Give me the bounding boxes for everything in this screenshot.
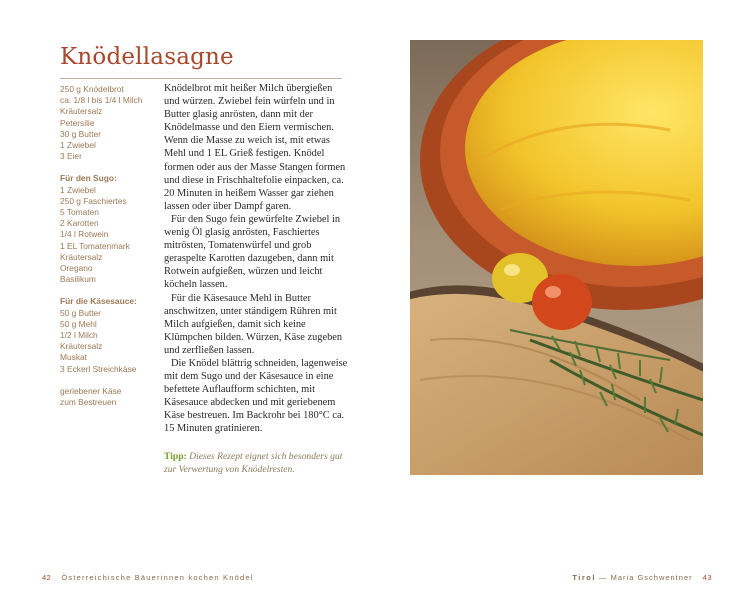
ingredient-item: 1 Zwiebel <box>60 140 96 151</box>
ingredient-item: 250 g Faschiertes <box>60 195 127 206</box>
ingredient-item: zum Bestreuen <box>60 397 117 408</box>
ingredient-item: 30 g Butter <box>60 128 101 139</box>
ingredient-item: 250 g Knödelbrot <box>60 84 124 94</box>
ingredient-item: 1/2 l Milch <box>60 330 98 341</box>
ingredient-item: 1 Zwiebel <box>60 184 96 195</box>
page-number-left: 42 <box>42 573 52 582</box>
ingredient-item: 50 g Mehl <box>60 318 97 329</box>
ingredient-item: 1 EL Tomatenmark <box>60 240 130 251</box>
ingredient-item: Oregano <box>60 263 93 274</box>
ingredient-item: geriebener Käse <box>60 385 122 396</box>
tip-box <box>164 451 348 476</box>
recipe-title: Knödellasagne <box>60 44 342 79</box>
ingredient-item: Muskat <box>60 352 87 363</box>
ingredient-item: 1/4 l Rotwein <box>60 229 109 240</box>
ingredient-group <box>60 386 160 408</box>
ingredient-item: Basilikum <box>60 274 96 285</box>
ingredient-item: Petersilie <box>60 117 95 128</box>
book-title: Österreichische Bäuerinnen kochen Knödel <box>61 573 254 582</box>
footer-separator: — <box>595 573 611 582</box>
tip-label: Tipp: <box>164 451 187 462</box>
method-paragraph: Für den Sugo fein gewürfelte Zwiebel in wenig Öl glasig anrösten, Faschiertes mitrösten, Tomatenwürfel und grob geraspelte Karotten dazugeben, dann mit Rotwein aufgießen, würzen und leicht köcheln lassen. <box>164 213 341 291</box>
ingredient-group-heading: Für die Käsesauce: <box>60 296 137 307</box>
ingredient-item: Kräutersalz <box>60 341 103 352</box>
ingredient-group <box>60 296 160 374</box>
ingredient-item: ca. 1/8 l bis 1/4 l Milch <box>60 95 143 106</box>
ingredient-item: 3 Eckerl Streichkäse <box>60 363 137 374</box>
region-name: Tirol <box>572 573 596 582</box>
ingredient-item: 3 Eier <box>60 151 82 162</box>
footer-right <box>572 573 712 582</box>
food-photo <box>410 40 703 475</box>
ingredient-item: 50 g Butter <box>60 307 101 318</box>
method-paragraph: Die Knödel blättrig schneiden, lagenweise mit dem Sugo und der Käsesauce in eine befettete Auflaufform schichten, mit Käsesauce abdecken und mit geriebenem Käse bestreuen. Im Backrohr bei 180°C ca. 15 Minuten gratinieren. <box>164 357 348 435</box>
ingredient-item: Kräutersalz <box>60 251 103 262</box>
ingredient-group-heading: Für den Sugo: <box>60 173 117 184</box>
method-paragraph: Knödelbrot mit heißer Milch übergießen und würzen. Zwiebel fein würfeln und in Butter glasig anrösten, dann mit der Knödelmasse und den Eiern vermischen. Wenn die Masse zu weich ist, mit etwas Mehl und 1 EL Grieß festigen. Knödel formen oder aus der Masse Stangen formen und diese in Frischhaltefolie einpacken, ca. 20 Minuten in heißem Wasser gar ziehen lassen oder über Dampf garen. <box>164 83 346 212</box>
author-name: Maria Gschwentner <box>610 573 693 582</box>
ingredient-list <box>60 84 160 419</box>
ingredient-group <box>60 173 160 285</box>
ingredient-item: 2 Karotten <box>60 218 99 229</box>
tip-text: Dieses Rezept eignet sich besonders gut zur Verwertung von Knödelresten. <box>164 451 343 475</box>
method-paragraph: Für die Käsesauce Mehl in Butter anschwitzen, unter ständigem Rühren mit Milch aufgießen, damit sich keine Klümpchen bilden. Würzen, Käse zugeben und zerfließen lassen. <box>164 292 343 356</box>
ingredient-group <box>60 84 160 162</box>
page-number-right: 43 <box>702 573 712 582</box>
method-text <box>164 82 348 436</box>
ingredient-item: 5 Tomaten <box>60 207 99 218</box>
ingredient-item: Kräutersalz <box>60 106 103 117</box>
footer-left <box>42 573 254 582</box>
